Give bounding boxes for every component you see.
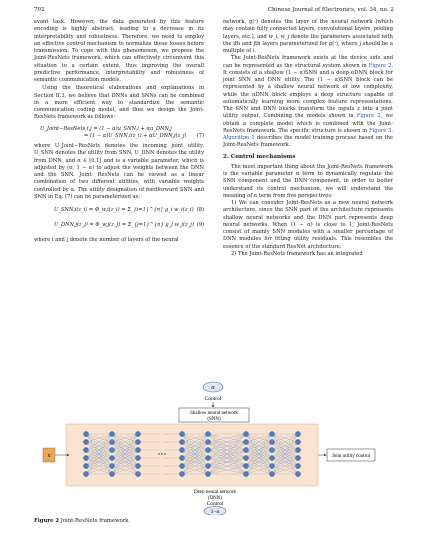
figure-2-diagram bbox=[34, 380, 394, 515]
right-paragraph-2-text-e: describes the model training process based on the Joint-ResNets framework. bbox=[223, 135, 394, 149]
control-top-label: Control bbox=[204, 396, 222, 402]
right-paragraph-2 bbox=[223, 55, 393, 149]
neuron bbox=[135, 447, 140, 452]
figure-2-link[interactable]: Figure 2 bbox=[368, 62, 392, 69]
neuron bbox=[295, 455, 300, 460]
equation-7-number: (7) bbox=[196, 132, 204, 139]
neuron bbox=[135, 431, 140, 436]
one-minus-alpha-symbol: 1−α bbox=[210, 509, 220, 515]
neuron bbox=[179, 447, 184, 452]
neuron bbox=[83, 447, 88, 452]
figure-caption-label: Figure 2 bbox=[34, 518, 60, 524]
equation-9 bbox=[54, 222, 204, 229]
neuron bbox=[269, 447, 274, 452]
equation-7-line-1: U_Joint−ResNets,i,j = (1 − α)u_SNN,i + αu_DNN,j bbox=[40, 125, 172, 132]
left-paragraph-1: evant task. However, the data generated by this feature encoding is highly abstract, leading to a decrease in its interpretability and robustness. Therefore, we need to employ an effective control mechanism to normalize these losses before transmission. To cope with this phenomenon, we propose the Joint-ResNets framework, which can effectively circumvent this situation to a certain extent, thus improving the overall predictive performance, interpretability and robustness of semantic communication models. bbox=[34, 19, 204, 83]
neuron bbox=[295, 447, 300, 452]
equation-8-number: (8) bbox=[196, 207, 204, 213]
snn-label-line-2: (SNN) bbox=[207, 417, 221, 422]
neuron bbox=[83, 439, 88, 444]
neuron bbox=[83, 455, 88, 460]
ellipsis-dot bbox=[161, 453, 162, 454]
neuron bbox=[205, 447, 210, 452]
neuron bbox=[205, 455, 210, 460]
neuron bbox=[109, 463, 114, 468]
neuron bbox=[179, 431, 184, 436]
right-paragraph-2-text-a: The Joint-ResNets framework exists at the device side and can be represented as the structural system shown in bbox=[223, 55, 393, 69]
neuron bbox=[269, 431, 274, 436]
left-paragraph-3: where U_Joint−ResNets denotes the incoming joint utility, U_SNN denotes the utility from SNN, U_DNN denotes the utility from DNN, and α ∈ [0,1] and is a variable parameter, which is adjusted by (α, 1 − α) to adjust the weights between the DNN and the SNN. Joint- ResNets can be viewed as a linear combination of two different utilities, with variable weights controlled by α. The utility designation of feedforward SNN and SNN in Eq. (7) can be parameterized as: bbox=[34, 143, 204, 200]
left-column bbox=[34, 19, 204, 244]
figure-2-link-2[interactable]: Figure 2 bbox=[356, 113, 381, 120]
neuron bbox=[109, 431, 114, 436]
control-bottom-label: Control bbox=[206, 501, 224, 507]
neuron bbox=[83, 463, 88, 468]
neuron bbox=[295, 439, 300, 444]
equation-7-line-2: = (1 − α)U_SNN,i(z_i) + αU_DNN,j(z_j) bbox=[84, 132, 187, 139]
ellipsis-dot bbox=[164, 453, 165, 454]
left-paragraph-2: Using the theoretical elaborations and explanations in Section II.3, we believe that DNNs and SNNs can be combined in a more efficient way to standardize the semantic communication coding model, and thus we design the Joint- ResNets framework as follows: bbox=[34, 85, 204, 121]
right-paragraph-2-text-c: , we obtain a complete model which is combined with the Joint-ResNets framework. The specific structure is shown in bbox=[223, 113, 393, 134]
ellipsis-dot bbox=[158, 453, 159, 454]
algorithm-1-link[interactable]: Algorithm 1 bbox=[223, 135, 255, 141]
neuron bbox=[83, 431, 88, 436]
left-paragraph-4: where i and j denote the number of layers of the neural bbox=[34, 236, 179, 243]
right-paragraph-5: 2) The Joint-ResNets framework has an integrated bbox=[231, 250, 363, 257]
neuron bbox=[269, 455, 274, 460]
right-paragraph-1: network, g(·) denotes the layer of the neural network (which may contain fully connected layers, convolutional layers, pooling layers, etc.), and w_i, w_j denote the parameters associated with the ith and jth layers parameterized for g(·), where j should be a multiple of i. bbox=[223, 19, 393, 54]
neuron bbox=[83, 471, 88, 476]
dnn-label-line-1: Deep neural network bbox=[194, 490, 236, 495]
neuron bbox=[135, 471, 140, 476]
dnn-label-line-2: (DNN) bbox=[207, 496, 223, 501]
neuron bbox=[243, 455, 248, 460]
equation-9-body: U_DNN,j(z_j) = Φ_w,j(z_j) = Σ_{j=1}^{n} g_j w_j(z_j) bbox=[54, 222, 194, 229]
section-heading: 2. Control mechanisms bbox=[223, 153, 296, 160]
neuron bbox=[205, 471, 210, 476]
neuron bbox=[269, 471, 274, 476]
neuron bbox=[205, 439, 210, 444]
neuron bbox=[295, 431, 300, 436]
neuron bbox=[243, 431, 248, 436]
neuron bbox=[205, 431, 210, 436]
neuron bbox=[135, 455, 140, 460]
snn-label-line-1: Shallow neural network bbox=[190, 411, 238, 416]
neuron bbox=[269, 439, 274, 444]
neuron bbox=[135, 439, 140, 444]
right-paragraph-2-text-b: . It consists of a shallow (1 − α)SNN and a deep αDNN block for joint SNN and DNN utility. The (1 − α)SNN block can be represented by a shallow neural network of low complexity, while the αDNN block employs a deep structure capable of automatically learning more complex feature representations. The SNN and DNN blocks transform the inputs z into a joint utility output. Combining the models shown in bbox=[223, 62, 393, 120]
figure-3-link[interactable]: Figure 3 bbox=[368, 127, 392, 134]
neuron bbox=[243, 471, 248, 476]
neuron bbox=[109, 439, 114, 444]
right-paragraph-4: 1) We can consider Joint-ResNets as a new neural network architecture, since the SNN part of the architecture represents shallow neural networks and the DNN part represents deep neural networks. When (1 − α) is close to 1, Joint-ResNets consist of mainly SNN modules with a smaller percentage of DNN modules for fitting utility residuals. This resembles the essence of the standard ResNet architecture. bbox=[223, 200, 393, 250]
alpha-symbol: α bbox=[211, 385, 215, 391]
neuron bbox=[179, 471, 184, 476]
right-column bbox=[223, 19, 393, 258]
output-label: Joint utility control bbox=[331, 454, 371, 459]
neuron bbox=[205, 463, 210, 468]
figure-caption-text: Joint-ResNets framework. bbox=[60, 518, 131, 524]
equation-7 bbox=[40, 126, 204, 141]
neuron bbox=[179, 455, 184, 460]
input-label: x bbox=[47, 453, 51, 459]
equation-8 bbox=[54, 207, 204, 214]
page-number: 702 bbox=[34, 7, 45, 13]
neuron bbox=[243, 463, 248, 468]
journal-header: Chinese Journal of Electronics, vol. 34, no. 2 bbox=[267, 7, 394, 13]
figure-caption bbox=[34, 518, 130, 524]
neuron bbox=[109, 447, 114, 452]
neuron bbox=[179, 439, 184, 444]
equation-9-number: (9) bbox=[196, 222, 204, 229]
right-paragraph-2-text-d: . bbox=[391, 127, 393, 134]
neuron bbox=[243, 439, 248, 444]
right-paragraph-3: The most important thing about the Joint-ResNets framework is the variable parameter α term to dynamically regulate the SNN component and the DNN component, in order to better understand its control mechanism, we will understand the meaning of α term from five perspectives: bbox=[223, 163, 393, 199]
neuron bbox=[243, 447, 248, 452]
neuron bbox=[109, 455, 114, 460]
neuron bbox=[135, 463, 140, 468]
neuron bbox=[295, 471, 300, 476]
neuron bbox=[109, 471, 114, 476]
neuron bbox=[295, 463, 300, 468]
equation-8-body: U_SNN,i(z_i) = Φ_w,i(z_i) = Σ_{i=1}^{n} g_i w_i(z_i) bbox=[54, 207, 194, 213]
neuron bbox=[179, 463, 184, 468]
neuron bbox=[269, 463, 274, 468]
